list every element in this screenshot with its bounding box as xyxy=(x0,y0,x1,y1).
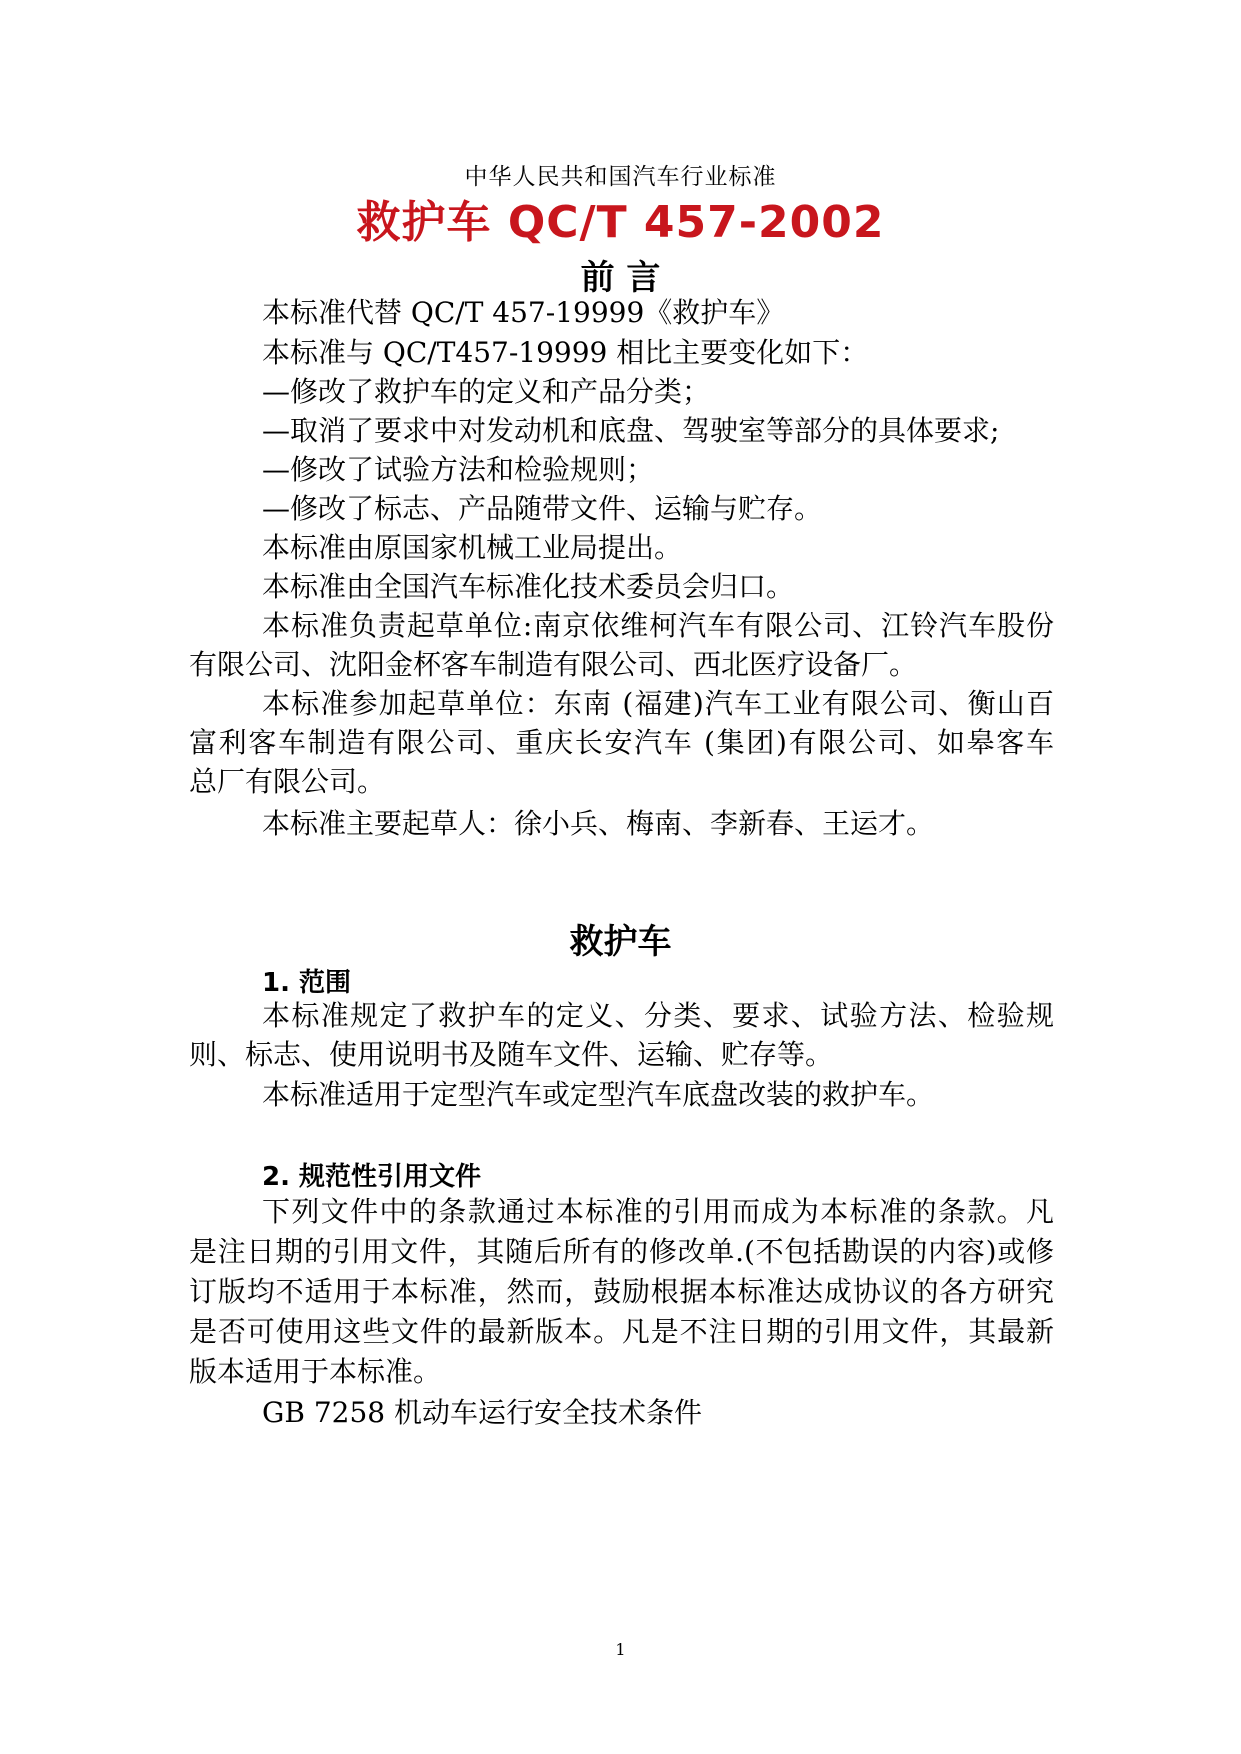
section-1-line: 则、标志、使用说明书及随车文件、运输、贮存等。 xyxy=(189,1038,834,1071)
foreword-heading: 前 言 xyxy=(580,258,661,298)
document-title: 救护车 QC/T 457-2002 xyxy=(356,197,885,248)
foreword-line: 本标准由原国家机械工业局提出。 xyxy=(262,531,683,564)
section-2-line: 是注日期的引用文件，其随后所有的修改单.(不包括勘误的内容)或修 xyxy=(189,1235,1054,1268)
foreword-line: 富利客车制造有限公司、重庆长安汽车 (集团)有限公司、如皋客车 xyxy=(189,726,1054,759)
foreword-line: 本标准由全国汽车标准化技术委员会归口。 xyxy=(262,570,795,603)
foreword-line: —修改了救护车的定义和产品分类； xyxy=(262,375,711,408)
page-number: 1 xyxy=(615,1640,626,1659)
foreword-line: —取消了要求中对发动机和底盘、驾驶室等部分的具体要求; xyxy=(262,414,1000,447)
section-2-line: 是否可使用这些文件的最新版本。凡是不注日期的引用文件，其最新 xyxy=(189,1315,1054,1348)
section-2-line: 订版均不适用于本标准，然而，鼓励根据本标准达成协议的各方研究 xyxy=(189,1275,1054,1308)
foreword-line: 本标准参加起草单位：东南 (福建)汽车工业有限公司、衡山百 xyxy=(262,687,1054,720)
section-2-line: GB 7258 机动车运行安全技术条件 xyxy=(262,1396,703,1429)
standard-category-header: 中华人民共和国汽车行业标准 xyxy=(464,164,777,190)
section-2-heading: 2. 规范性引用文件 xyxy=(262,1162,482,1192)
foreword-line: 本标准主要起草人：徐小兵、梅南、李新春、王运才。 xyxy=(262,807,935,840)
foreword-line: 本标准负责起草单位:南京依维柯汽车有限公司、江铃汽车股份 xyxy=(262,609,1054,642)
foreword-line: 有限公司、沈阳金杯客车制造有限公司、西北医疗设备厂。 xyxy=(189,648,918,681)
section-2-line: 版本适用于本标准。 xyxy=(189,1355,442,1388)
section-1-heading: 1. 范围 xyxy=(262,968,352,998)
foreword-line: 本标准代替 QC/T 457-19999《救护车》 xyxy=(262,296,785,329)
section-2-line: 下列文件中的条款通过本标准的引用而成为本标准的条款。凡 xyxy=(262,1195,1054,1228)
foreword-line: 总厂有限公司。 xyxy=(189,765,386,798)
foreword-line: 本标准与 QC/T457-19999 相比主要变化如下： xyxy=(262,336,869,369)
foreword-line: —修改了试验方法和检验规则； xyxy=(262,453,655,486)
section-1-line: 本标准规定了救护车的定义、分类、要求、试验方法、检验规 xyxy=(262,999,1054,1032)
foreword-line: —修改了标志、产品随带文件、运输与贮存。 xyxy=(262,492,823,525)
body-heading: 救护车 xyxy=(569,922,672,962)
section-1-line: 本标准适用于定型汽车或定型汽车底盘改装的救护车。 xyxy=(262,1078,935,1111)
